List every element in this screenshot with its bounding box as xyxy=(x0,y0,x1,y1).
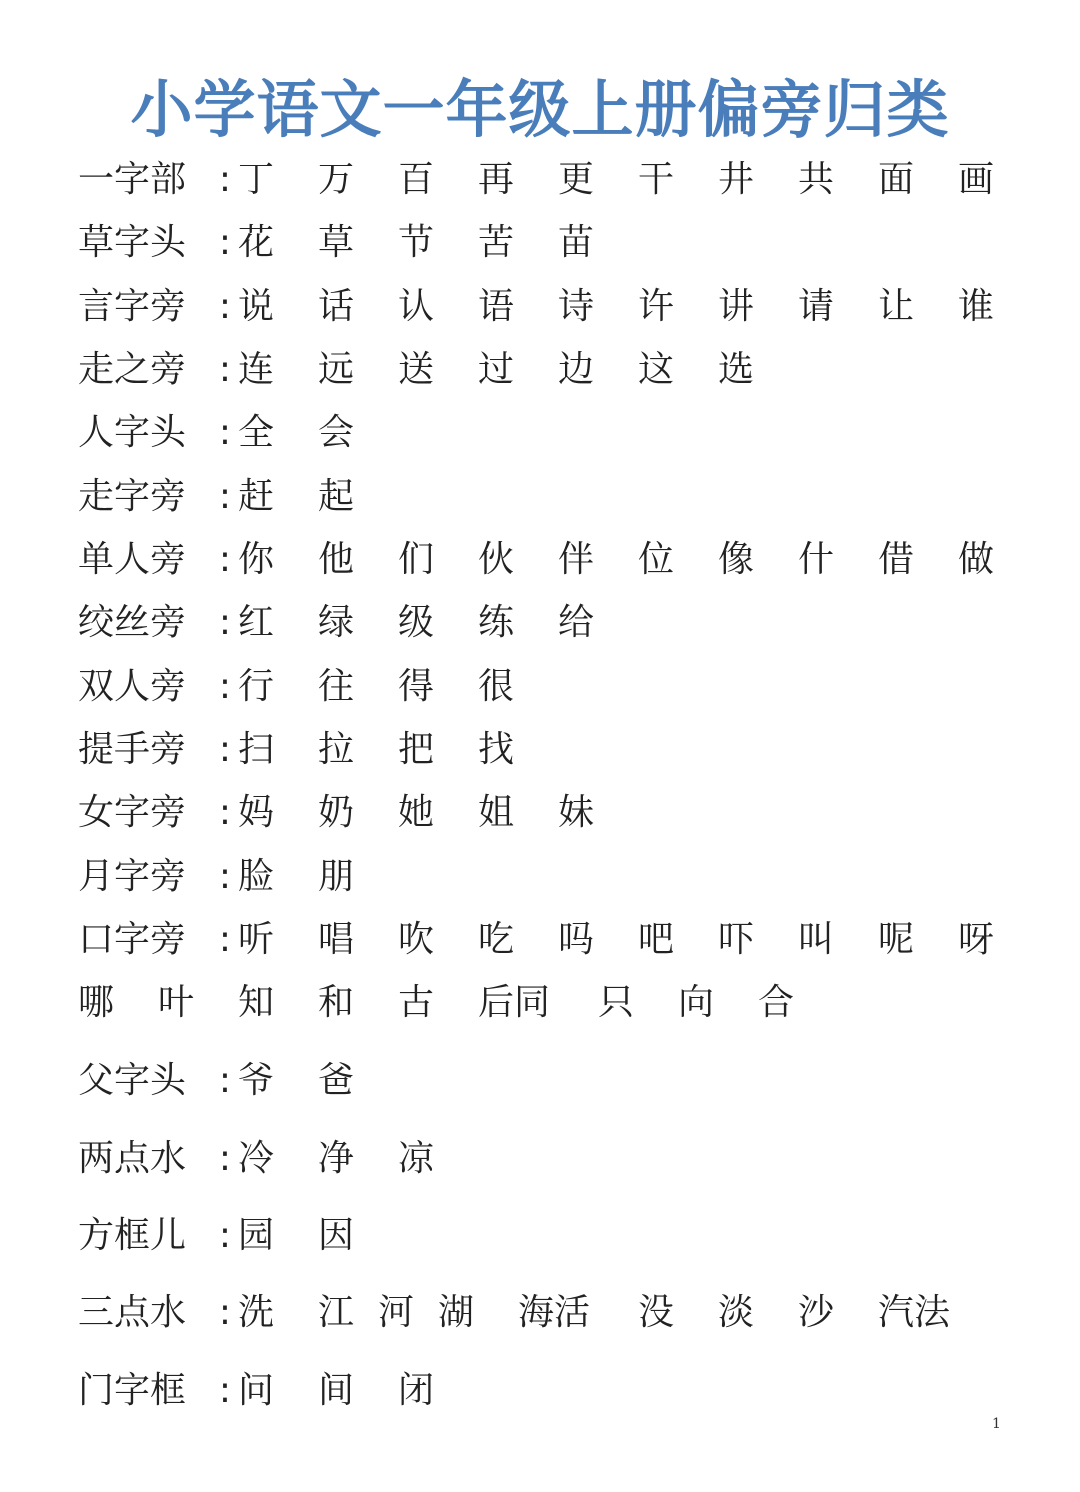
radical-character: 认 xyxy=(398,286,435,327)
radical-character: 朋 xyxy=(318,856,355,897)
label-colon: : xyxy=(218,1060,232,1101)
radical-character: 井 xyxy=(718,159,755,200)
radical-character: 汽法 xyxy=(878,1292,951,1333)
radical-character: 把 xyxy=(398,729,435,770)
radical-label: 女字旁 xyxy=(78,792,187,833)
radical-character: 只 xyxy=(598,982,635,1023)
radical-character: 呢 xyxy=(878,919,915,960)
radical-character: 唱 xyxy=(318,919,355,960)
label-colon: : xyxy=(218,1138,232,1179)
radical-character: 他 xyxy=(318,539,355,580)
radical-character: 再 xyxy=(478,159,515,200)
radical-character: 画 xyxy=(958,159,995,200)
radical-character: 吃 xyxy=(478,919,515,960)
label-colon: : xyxy=(218,1292,232,1333)
radical-character: 语 xyxy=(478,286,515,327)
radical-character: 得 xyxy=(398,666,435,707)
label-colon: : xyxy=(218,792,232,833)
radical-character: 沙 xyxy=(798,1292,835,1333)
radical-character: 淡 xyxy=(718,1292,755,1333)
radical-label: 草字头 xyxy=(78,222,187,263)
radical-character: 合 xyxy=(758,982,795,1023)
radical-character: 许 xyxy=(638,286,675,327)
radical-character: 会 xyxy=(318,412,355,453)
radical-character: 吧 xyxy=(638,919,675,960)
radical-character: 边 xyxy=(558,349,595,390)
radical-character: 讲 xyxy=(718,286,755,327)
radical-character: 间 xyxy=(318,1370,355,1411)
radical-character: 很 xyxy=(478,666,515,707)
radical-character: 园 xyxy=(238,1215,275,1256)
radical-character: 让 xyxy=(878,286,915,327)
radical-character: 红 xyxy=(238,602,275,643)
radical-label: 门字框 xyxy=(78,1370,187,1411)
radical-character: 共 xyxy=(798,159,835,200)
radical-character: 净 xyxy=(318,1138,355,1179)
radical-character: 爸 xyxy=(318,1060,355,1101)
radical-character: 选 xyxy=(718,349,755,390)
radical-character: 往 xyxy=(318,666,355,707)
radical-character: 没 xyxy=(638,1292,675,1333)
label-colon: : xyxy=(218,476,232,517)
radical-character: 更 xyxy=(558,159,595,200)
radical-character: 向 xyxy=(678,982,715,1023)
radical-character: 绿 xyxy=(318,602,355,643)
radical-character: 问 xyxy=(238,1370,275,1411)
page-number: 1 xyxy=(992,1416,1001,1432)
radical-character: 姐 xyxy=(478,792,515,833)
radical-character: 送 xyxy=(398,349,435,390)
radical-character: 苗 xyxy=(558,222,595,263)
radical-character: 赶 xyxy=(238,476,275,517)
label-colon: : xyxy=(218,919,232,960)
radical-label: 走字旁 xyxy=(78,476,187,517)
radical-character: 知 xyxy=(238,982,275,1023)
radical-character: 河 xyxy=(378,1292,415,1333)
label-colon: : xyxy=(218,222,232,263)
radical-character: 吗 xyxy=(558,919,595,960)
label-colon: : xyxy=(218,666,232,707)
radical-character: 叫 xyxy=(798,919,835,960)
radical-character: 花 xyxy=(238,222,275,263)
label-colon: : xyxy=(218,159,232,200)
radical-character: 古 xyxy=(398,982,435,1023)
radical-character: 请 xyxy=(798,286,835,327)
radical-label: 两点水 xyxy=(78,1138,187,1179)
radical-label: 父字头 xyxy=(78,1060,187,1101)
label-colon: : xyxy=(218,349,232,390)
radical-character: 干 xyxy=(638,159,675,200)
radical-character: 脸 xyxy=(238,856,275,897)
radical-label: 走之旁 xyxy=(78,349,187,390)
radical-label: 言字旁 xyxy=(78,286,187,327)
radical-character: 远 xyxy=(318,349,355,390)
radical-character: 洗 xyxy=(238,1292,275,1333)
label-colon: : xyxy=(218,1215,232,1256)
radical-character: 们 xyxy=(398,539,435,580)
radical-character: 江 xyxy=(318,1292,355,1333)
radical-character: 话 xyxy=(318,286,355,327)
radical-character: 起 xyxy=(318,476,355,517)
radical-character: 位 xyxy=(638,539,675,580)
radical-character: 说 xyxy=(238,286,275,327)
radical-character: 百 xyxy=(398,159,435,200)
radical-character: 妈 xyxy=(238,792,275,833)
radical-character: 这 xyxy=(638,349,675,390)
radical-character: 行 xyxy=(238,666,275,707)
radical-label: 三点水 xyxy=(78,1292,187,1333)
radical-character: 找 xyxy=(478,729,515,770)
radical-character: 诗 xyxy=(558,286,595,327)
radical-character: 冷 xyxy=(238,1138,275,1179)
radical-character: 给 xyxy=(558,602,595,643)
radical-label: 提手旁 xyxy=(78,729,187,770)
radical-character: 呀 xyxy=(958,919,995,960)
radical-character: 扫 xyxy=(238,729,275,770)
label-colon: : xyxy=(218,1370,232,1411)
label-colon: : xyxy=(218,856,232,897)
radical-character: 做 xyxy=(958,539,995,580)
radical-character: 面 xyxy=(878,159,915,200)
radical-character: 拉 xyxy=(318,729,355,770)
radical-character: 级 xyxy=(398,602,435,643)
radical-character: 练 xyxy=(478,602,515,643)
radical-character: 节 xyxy=(398,222,435,263)
radical-label: 绞丝旁 xyxy=(78,602,187,643)
radical-character: 借 xyxy=(878,539,915,580)
radical-character: 草 xyxy=(318,222,355,263)
label-colon: : xyxy=(218,602,232,643)
radical-character: 凉 xyxy=(398,1138,435,1179)
radical-character: 哪 xyxy=(78,982,115,1023)
label-colon: : xyxy=(218,539,232,580)
radical-character: 你 xyxy=(238,539,275,580)
radical-character: 湖 xyxy=(438,1292,475,1333)
radical-character: 伙 xyxy=(478,539,515,580)
radical-character: 奶 xyxy=(318,792,355,833)
radical-character: 海活 xyxy=(518,1292,591,1333)
radical-character: 她 xyxy=(398,792,435,833)
label-colon: : xyxy=(218,286,232,327)
radical-character: 妹 xyxy=(558,792,595,833)
radical-character: 过 xyxy=(478,349,515,390)
radical-label: 人字头 xyxy=(78,412,187,453)
radical-character: 叶 xyxy=(158,982,195,1023)
radical-character: 伴 xyxy=(558,539,595,580)
radical-character: 万 xyxy=(318,159,355,200)
radical-label: 双人旁 xyxy=(78,666,187,707)
radical-character: 像 xyxy=(718,539,755,580)
radical-character: 谁 xyxy=(958,286,995,327)
label-colon: : xyxy=(218,412,232,453)
radical-character: 因 xyxy=(318,1215,355,1256)
radical-label: 口字旁 xyxy=(78,919,187,960)
radical-character: 丁 xyxy=(238,159,275,200)
radical-character: 全 xyxy=(238,412,275,453)
page-title: 小学语文一年级上册偏旁归类 xyxy=(130,73,950,146)
radical-character: 爷 xyxy=(238,1060,275,1101)
radical-character: 苦 xyxy=(478,222,515,263)
radical-character: 吹 xyxy=(398,919,435,960)
radical-character: 吓 xyxy=(718,919,755,960)
radical-character: 听 xyxy=(238,919,275,960)
radical-label: 一字部 xyxy=(78,159,187,200)
radical-label: 方框儿 xyxy=(78,1215,187,1256)
radical-character: 什 xyxy=(798,539,835,580)
radical-character: 连 xyxy=(238,349,275,390)
radical-label: 月字旁 xyxy=(78,856,187,897)
radical-character: 闭 xyxy=(398,1370,435,1411)
radical-character: 后同 xyxy=(478,982,551,1023)
radical-label: 单人旁 xyxy=(78,539,187,580)
label-colon: : xyxy=(218,729,232,770)
radical-character: 和 xyxy=(318,982,355,1023)
